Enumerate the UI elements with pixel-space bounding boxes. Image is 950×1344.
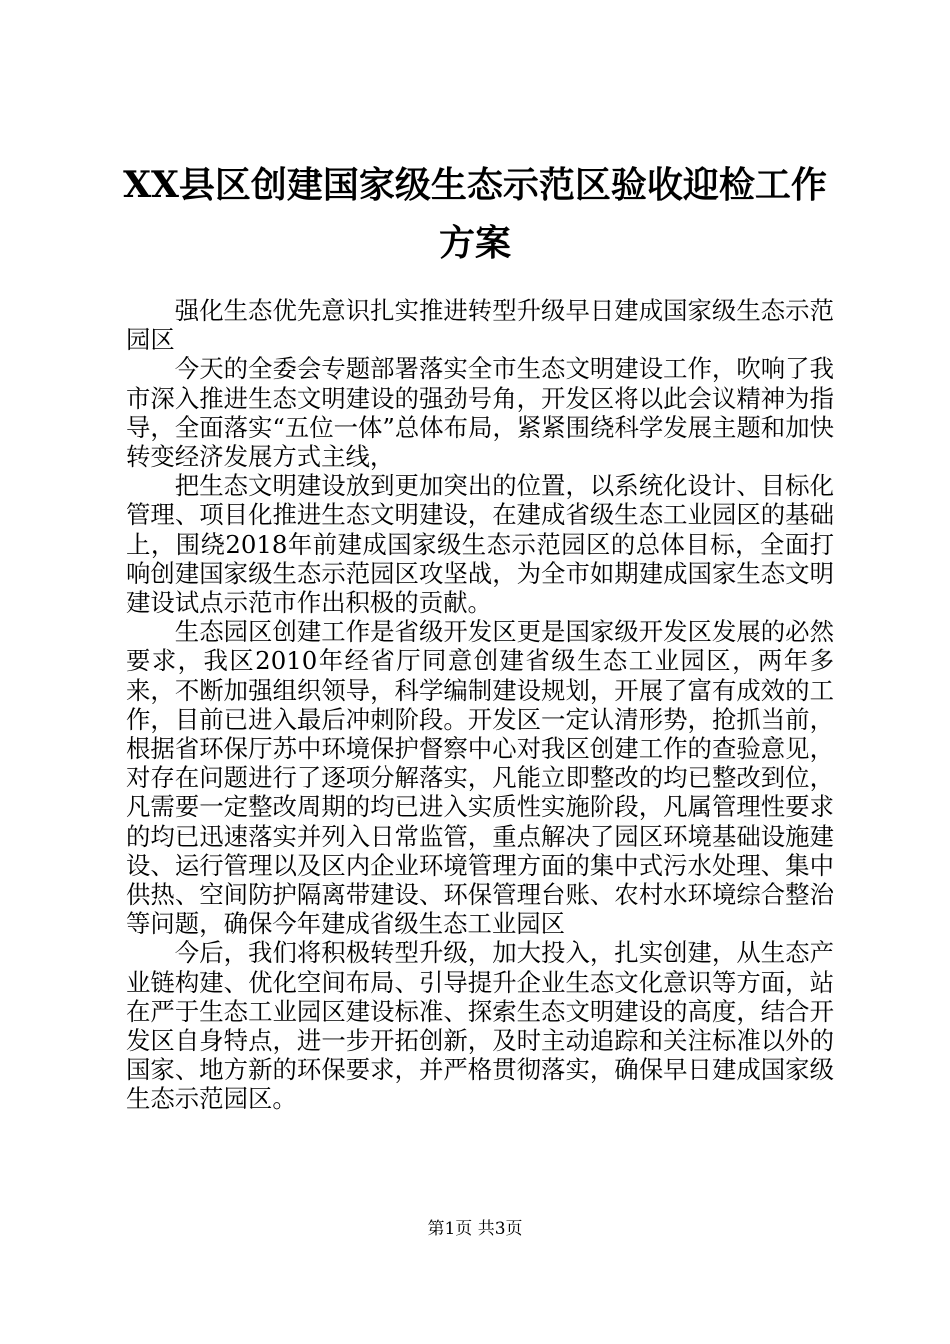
document-body [126, 296, 834, 1114]
paragraph-5: 今后，我们将积极转型升级，加大投入，扎实创建，从生态产业链构建、优化空间布局、引导提升企业生态文化意识等方面，站在严于生态工业园区建设标准、探索生态文明建设的高度，结合开发区自身特点，进一步开拓创新，及时主动追踪和关注标准以外的国家、地方新的环保要求，并严格贯彻落实，确保早日建成国家级生态示范园区。 [126, 938, 834, 1114]
paragraph-4: 生态园区创建工作是省级开发区更是国家级开发区发展的必然要求，我区2010年经省厅同意创建省级生态工业园区，两年多来，不断加强组织领导，科学编制建设规划，开展了富有成效的工作，目前已进入最后冲刺阶段。开发区一定认清形势，抢抓当前，根据省环保厅苏中环境保护督察中心对我区创建工作的查验意见，对存在问题进行了逐项分解落实，凡能立即整改的均已整改到位，凡需要一定整改周期的均已进入实质性实施阶段，凡属管理性要求的均已迅速落实并列入日常监管，重点解决了园区环境基础设施建设、运行管理以及区内企业环境管理方面的集中式污水处理、集中供热、空间防护隔离带建设、环保管理台账、农村水环境综合整治等问题，确保今年建成省级生态工业园区 [126, 617, 834, 939]
page-number-footer: 第1页 共3页 [427, 1219, 523, 1239]
document-title-line-2: 方案 [438, 222, 511, 264]
paragraph-2: 今天的全委会专题部署落实全市生态文明建设工作，吹响了我市深入推进生态文明建设的强劲号角，开发区将以此会议精神为指导，全面落实“五位一体”总体布局，紧紧围绕科学发展主题和加快转变经济发展方式主线， [126, 354, 834, 472]
paragraph-3: 把生态文明建设放到更加突出的位置，以系统化设计、目标化管理、项目化推进生态文明建设，在建成省级生态工业园区的基础上，围绕2018年前建成国家级生态示范园区的总体目标，全面打响创建国家级生态示范园区攻坚战，为全市如期建成国家生态文明建设试点示范市作出积极的贡献。 [126, 471, 834, 618]
paragraph-1: 强化生态优先意识扎实推进转型升级早日建成国家级生态示范园区 [126, 296, 834, 355]
document-title-line-1: XX县区创建国家级生态示范区验收迎检工作 [123, 164, 827, 206]
